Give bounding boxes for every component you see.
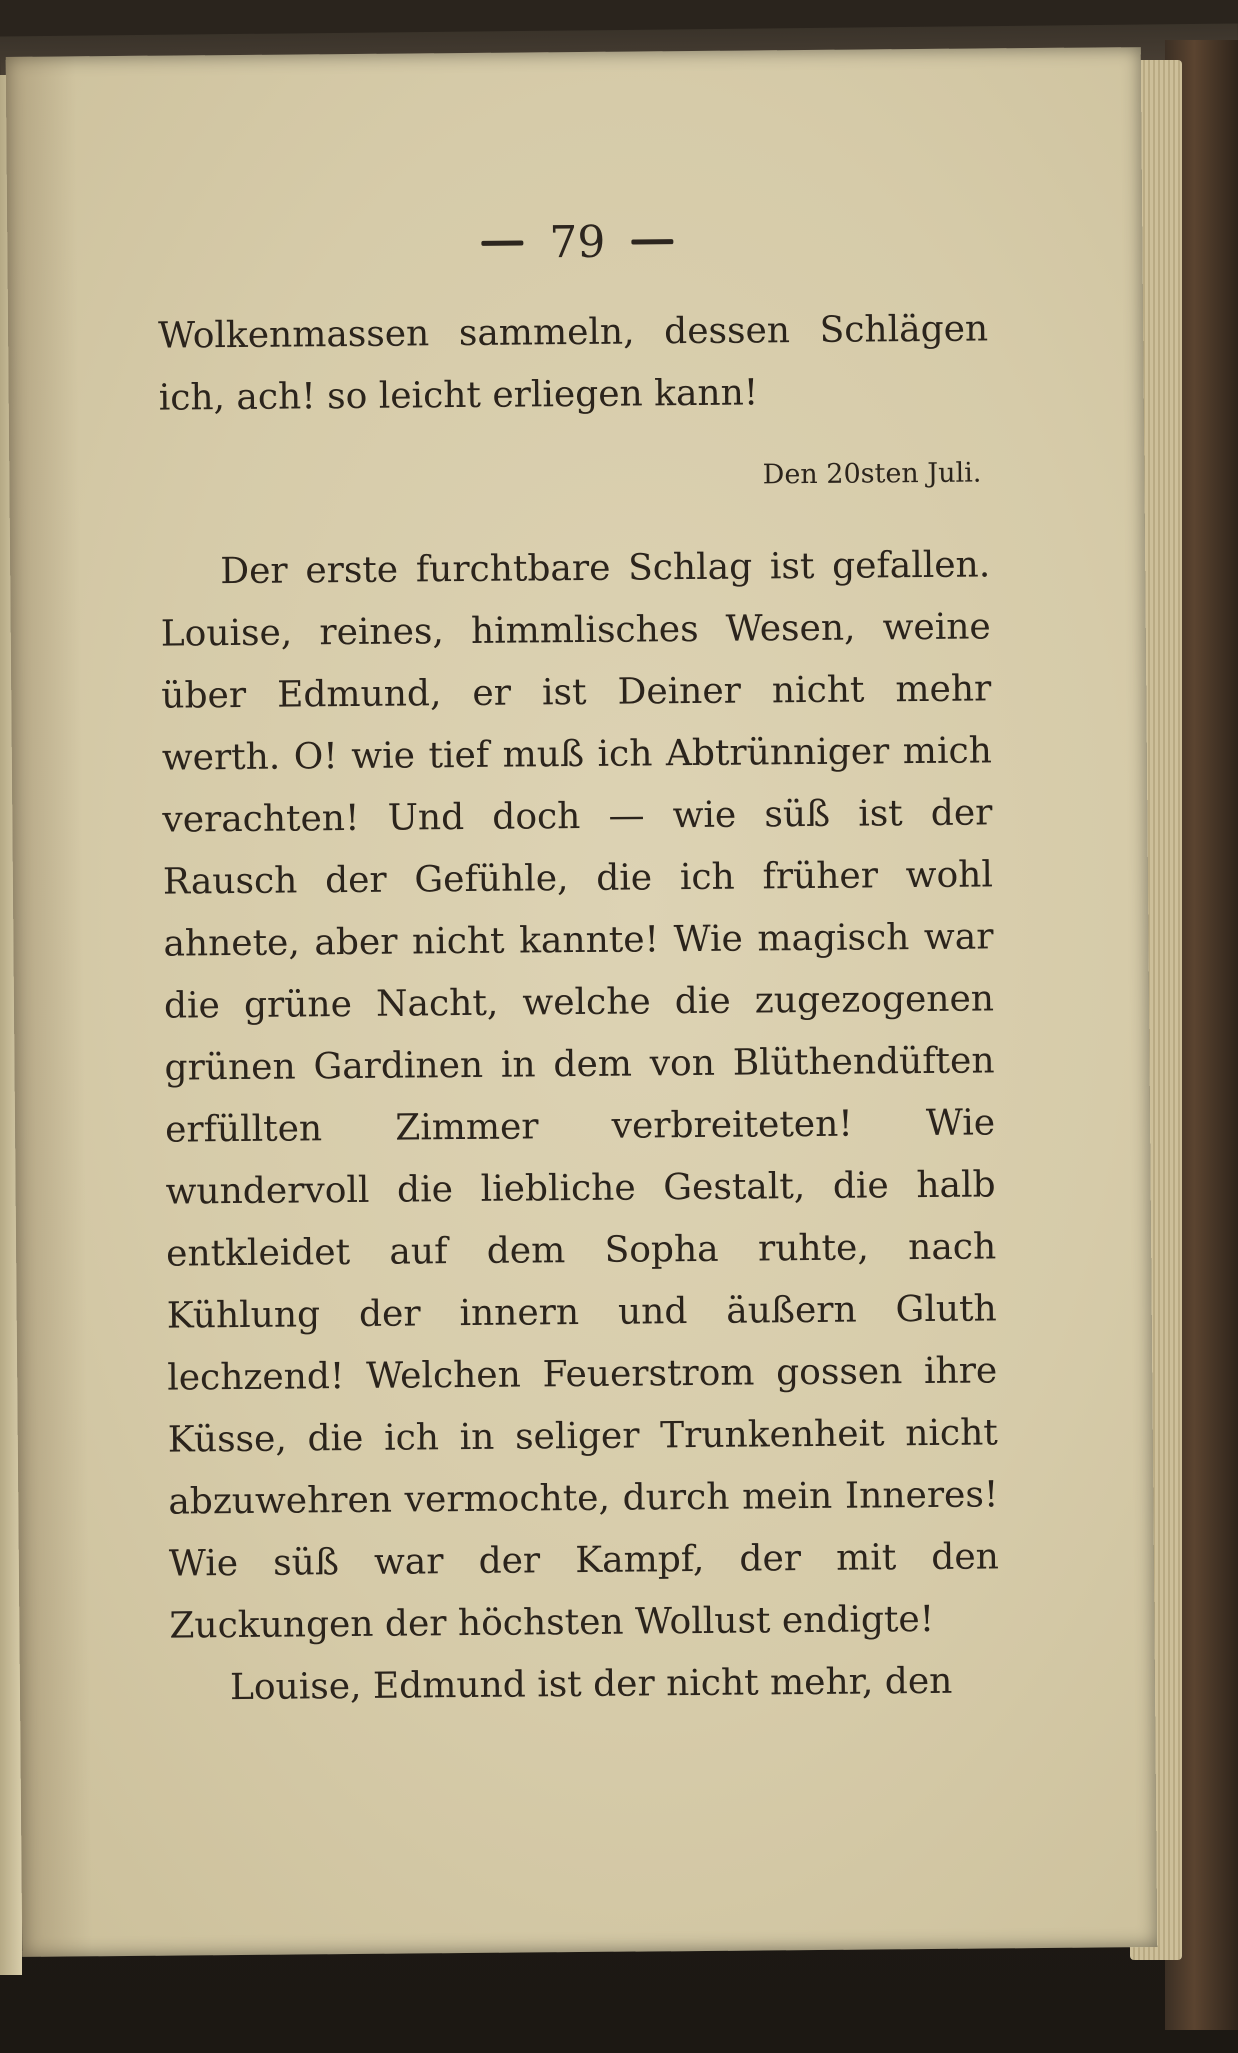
dateline: Den 20sten Juli. bbox=[762, 457, 982, 491]
page-header bbox=[417, 201, 738, 284]
header-dash-right bbox=[631, 239, 673, 244]
paragraph-main: Der erste furchtbare Schlag ist gefallen. Louise, reines, himmlisches Wesen, weine über Edmund, er ist Deiner nicht mehr werth. O! wie tief muß ich Abtrünniger mich verachten! Und doch — wie süß ist der Rausch der Gefühle, die ich früher wohl ahnete, aber nicht kannte! Wie magisch war die grüne Nacht, welche die zugezogenen grünen Gardinen in dem von Blüthendüften erfüllten Zimmer verbreiteten! Wie wundervoll die liebliche Gestalt, die halb entkleidet auf dem Sopha ruhte, nach Kühlung der innern und äußern Gluth lechzend! Welchen Feuerstrom gossen ihre Küsse, die ich in seliger Trunkenheit nicht abzuwehren vermochte, durch mein Inneres! Wie süß war der Kampf, der mit den Zuckungen der höchsten Wollust endigte! bbox=[160, 544, 1000, 1647]
page-number: 79 bbox=[549, 216, 606, 268]
book-page bbox=[6, 47, 1158, 1957]
paragraph-continued: Wolkenmassen sammeln, dessen Schlägen ich, ach! so leicht erliegen kann! bbox=[157, 308, 989, 419]
page-text bbox=[158, 298, 1000, 1719]
header-dash-left bbox=[481, 240, 523, 245]
paragraph-last: Louise, Edmund ist der nicht mehr, den bbox=[229, 1660, 953, 1709]
